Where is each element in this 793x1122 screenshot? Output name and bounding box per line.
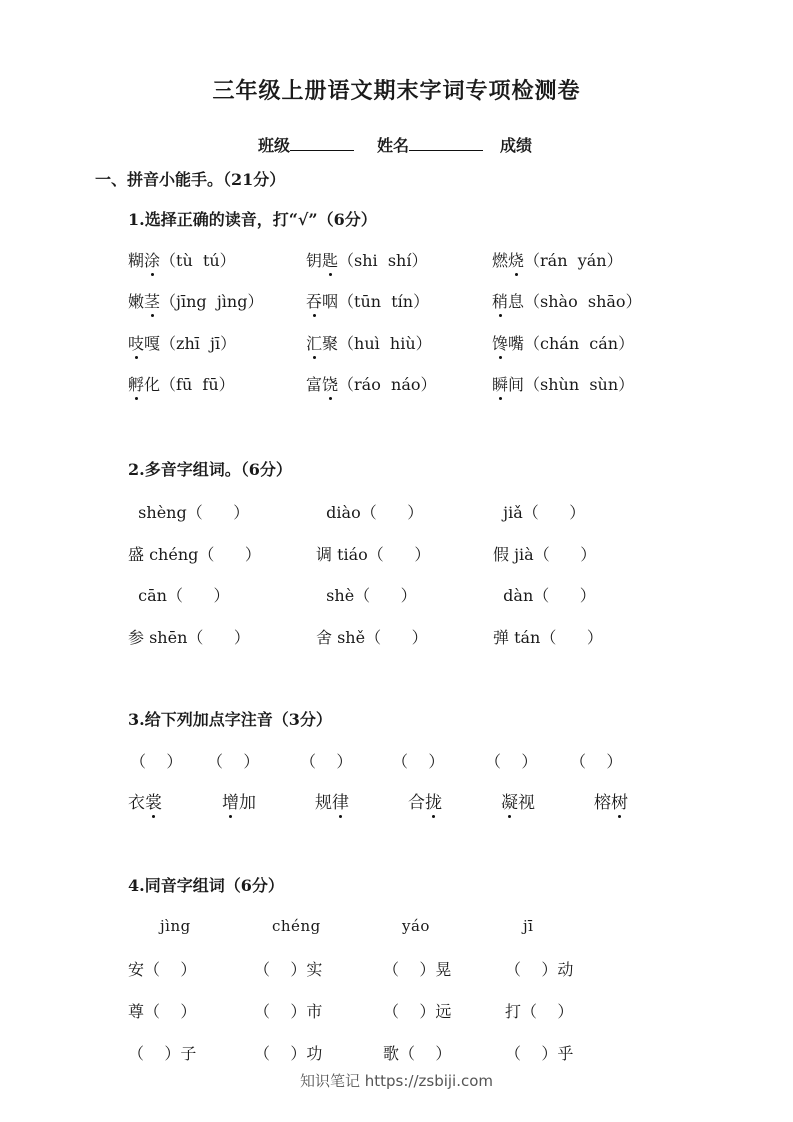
- q3-word-dot: 凝: [501, 788, 518, 813]
- q2-item: 假 jià（ ）: [493, 545, 597, 564]
- q1-item-pre: 糊: [128, 251, 145, 270]
- q1-item-post: 间（shùn sùn）: [508, 375, 635, 394]
- q1-item-dot: 烧: [508, 248, 524, 271]
- q2-heading: 2.多音字组词。（6分）: [128, 460, 292, 479]
- q4-item: （ ）远: [383, 1002, 452, 1021]
- q1-item: [492, 248, 623, 271]
- q1-item-dot: 馋: [492, 331, 508, 354]
- q4-item: （ ）功: [254, 1044, 323, 1063]
- q3-answer-bracket: （ ）: [130, 752, 183, 771]
- q1-item-pre: 富: [306, 375, 323, 394]
- q1-item: [128, 331, 236, 354]
- score-label: 成绩: [500, 136, 533, 155]
- q1-item: [306, 289, 429, 312]
- q1-item-post: 息（shào shāo）: [508, 292, 642, 311]
- q1-item-post: （ráo náo）: [338, 375, 437, 394]
- q3-word-dot: 律: [332, 788, 349, 813]
- q3-word-dot: 增: [222, 788, 239, 813]
- q1-heading: 1.选择正确的读音，打“√”（6分）: [128, 210, 377, 229]
- q2-item: jiǎ（ ）: [493, 503, 586, 522]
- q1-item-dot: 饶: [322, 372, 338, 395]
- q3-word-dot: 裳: [145, 788, 162, 813]
- section-heading: 一、拼音小能手。（21分）: [95, 170, 286, 189]
- q1-item-post: （jīng jìng）: [160, 292, 264, 311]
- q1-item-dot: 吱: [128, 331, 144, 354]
- q2-item: shèng（ ）: [128, 503, 250, 522]
- q1-item: [492, 372, 634, 395]
- q1-item-post: （rán yán）: [524, 251, 623, 270]
- q1-item-post: （shi shí）: [338, 251, 428, 270]
- q4-item: （ ）子: [128, 1044, 197, 1063]
- q1-item: [306, 331, 432, 354]
- q1-item: [492, 331, 634, 354]
- q3-word: [408, 788, 442, 813]
- watermark: 知识笔记 https://zsbiji.com: [299, 1072, 494, 1090]
- q2-item: 调 tiáo（ ）: [316, 545, 431, 564]
- q2-item: 弹 tán（ ）: [493, 628, 603, 647]
- q4-pinyin: jìng: [160, 917, 191, 935]
- q4-item: （ ）动: [505, 960, 574, 979]
- name-blank: [409, 136, 483, 151]
- q3-word: [501, 788, 535, 813]
- q3-word: [222, 788, 256, 813]
- q3-heading: 3.给下列加点字注音（3分）: [128, 710, 332, 729]
- q4-item: 打（ ）: [505, 1002, 574, 1021]
- q4-item: 歌（ ）: [383, 1044, 452, 1063]
- name-label: 姓名: [377, 136, 410, 155]
- q2-item: 参 shēn（ ）: [128, 628, 250, 647]
- q3-answer-bracket: （ ）: [300, 752, 353, 771]
- page-title: 三年级上册语文期末字词专项检测卷: [212, 78, 581, 104]
- q3-word: [128, 788, 162, 813]
- q1-item-dot: 稍: [492, 289, 508, 312]
- q1-item-post: 化（fū fū）: [144, 375, 235, 394]
- q1-item: [128, 372, 235, 395]
- q1-item: [128, 248, 236, 271]
- q4-item: （ ）晃: [383, 960, 452, 979]
- q4-item: （ ）乎: [505, 1044, 574, 1063]
- q4-pinyin: yáo: [402, 917, 430, 935]
- q1-item-dot: 匙: [322, 248, 338, 271]
- q3-word-pre: 合: [408, 793, 425, 813]
- q4-item: （ ）市: [254, 1002, 323, 1021]
- q3-word-post: 加: [239, 793, 256, 813]
- q1-item: [306, 248, 427, 271]
- q3-answer-bracket: （ ）: [392, 752, 445, 771]
- class-field: [258, 133, 354, 156]
- q3-answer-bracket: （ ）: [485, 752, 538, 771]
- class-blank: [290, 136, 354, 151]
- q1-item-dot: 吞: [306, 289, 322, 312]
- q3-word: [594, 788, 628, 813]
- q2-item: shè（ ）: [316, 586, 417, 605]
- q3-word-pre: 衣: [128, 793, 145, 813]
- q1-item-dot: 瞬: [492, 372, 508, 395]
- q3-word-post: 视: [518, 793, 535, 813]
- q4-item: 安（ ）: [128, 960, 197, 979]
- q1-item: [306, 372, 437, 395]
- q1-item-post: 聚（huì hiù）: [322, 334, 432, 353]
- q3-word-pre: 规: [315, 793, 332, 813]
- q1-item-dot: 涂: [144, 248, 160, 271]
- q4-pinyin: jī: [523, 917, 534, 935]
- q1-item-dot: 茎: [144, 289, 160, 312]
- q4-pinyin: chéng: [272, 917, 321, 935]
- name-field: [377, 133, 483, 156]
- q1-item-dot: 孵: [128, 372, 144, 395]
- q2-item: 舍 shě（ ）: [316, 628, 428, 647]
- q2-item: cān（ ）: [128, 586, 230, 605]
- q1-item-pre: 钥: [306, 251, 323, 270]
- q1-item-pre: 嫩: [128, 292, 145, 311]
- q2-item: 盛 chéng（ ）: [128, 545, 261, 564]
- q1-item-post: 咽（tūn tín）: [322, 292, 430, 311]
- q2-item: dàn（ ）: [493, 586, 596, 605]
- q1-item: [492, 289, 642, 312]
- q1-item: [128, 289, 263, 312]
- q1-item-post: （tù tú）: [160, 251, 236, 270]
- class-label: 班级: [258, 136, 291, 155]
- q3-word-dot: 拢: [425, 788, 442, 813]
- q1-item-pre: 燃: [492, 251, 509, 270]
- q1-item-post: 嘴（chán cán）: [508, 334, 635, 353]
- q4-heading: 4.同音字组词（6分）: [128, 876, 284, 895]
- q3-word: [315, 788, 349, 813]
- q3-answer-bracket: （ ）: [207, 752, 260, 771]
- q3-answer-bracket: （ ）: [570, 752, 623, 771]
- q3-word-pre: 榕: [594, 793, 611, 813]
- q1-item-post: 嘎（zhī jī）: [144, 334, 237, 353]
- q1-item-dot: 汇: [306, 331, 322, 354]
- q4-item: （ ）实: [254, 960, 323, 979]
- q2-item: diào（ ）: [316, 503, 424, 522]
- q3-word-dot: 树: [611, 788, 628, 813]
- q4-item: 尊（ ）: [128, 1002, 197, 1021]
